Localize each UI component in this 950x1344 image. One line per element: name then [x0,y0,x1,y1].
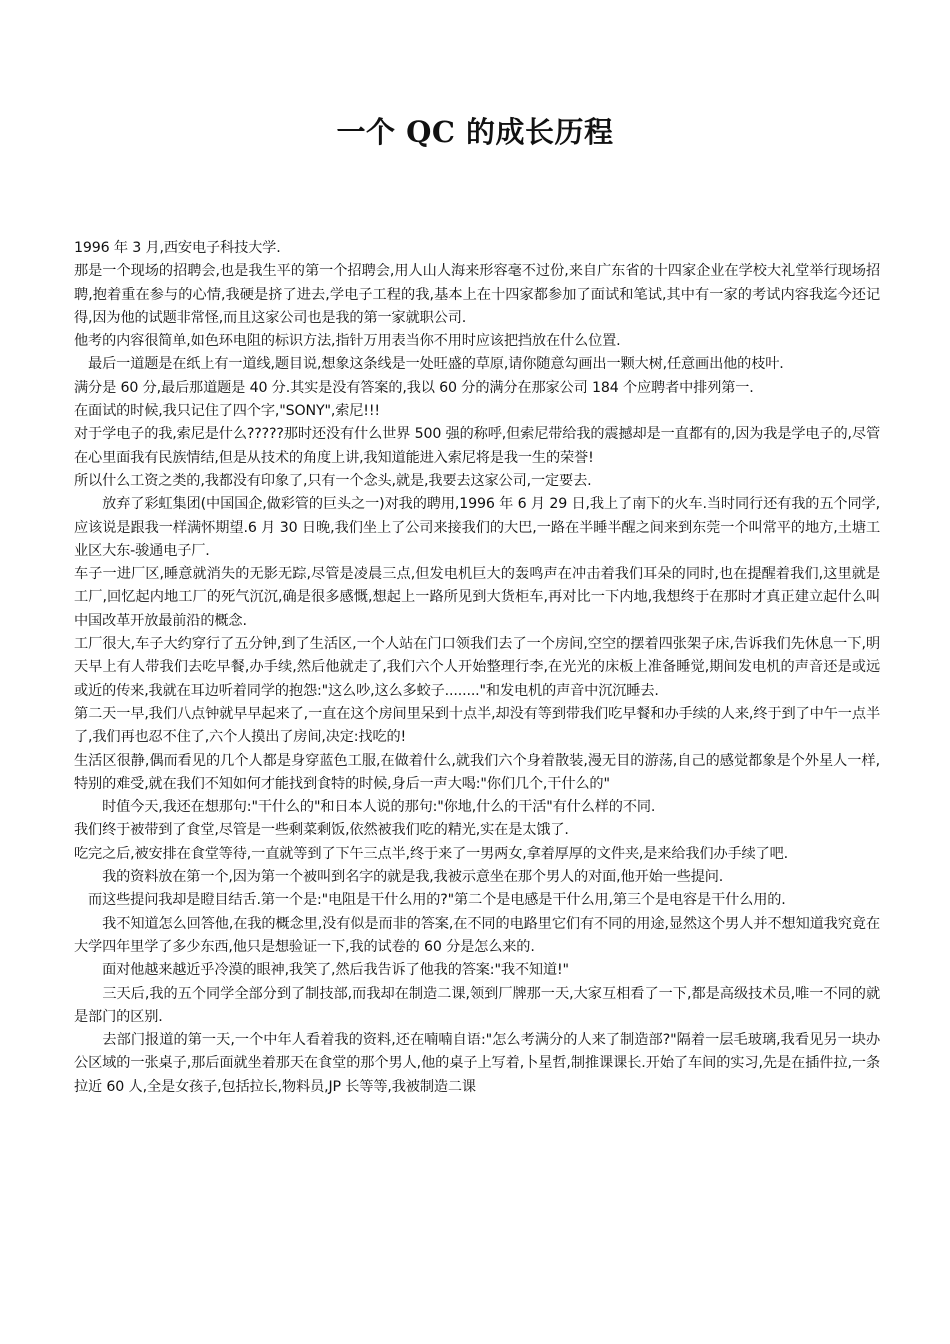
paragraph: 那是一个现场的招聘会,也是我生平的第一个招聘会,用人山人海来形容毫不过份,来自广东省的十四家企业在学校大礼堂举行现场招聘,抱着重在参与的心情,我硬是挤了进去,学电子工程的我,基本上在十四家都参加了面试和笔试,其中有一家的考试内容我迄今还记得,因为他的试题非常怪,而且这家公司也是我的第一家就职公司. [74,263,880,326]
paragraph: 车子一进厂区,睡意就消失的无影无踪,尽管是凌晨三点,但发电机巨大的轰鸣声在冲击着我们耳朵的同时,也在提醒着我们,这里就是工厂,回忆起内地工厂的死气沉沉,确是很多感慨,想起上一路所见到大货柜车,再对比一下内地,我想终于在那时才真正建立起什么叫中国改革开放最前沿的概念. [74,566,880,629]
paragraph: 1996 年 3 月,西安电子科技大学. [74,240,281,256]
paragraph: 对于学电子的我,索尼是什么?????那时还没有什么世界 500 强的称呼,但索尼带给我的震撼却是一直都有的,因为我是学电子的,尽管在心里面我有民族情结,但是从技术的角度上讲,我知道能进入索尼将是我一生的荣誉! [74,426,880,466]
paragraph: 三天后,我的五个同学全部分到了制技部,而我却在制造二课,领到厂牌那一天,大家互相看了一下,都是高级技术员,唯一不同的就是部门的区别. [74,985,880,1025]
document-title: 一个 QC 的成长历程 [336,115,614,149]
paragraph: 满分是 60 分,最后那道题是 40 分.其实是没有答案的,我以 60 分的满分在那家公司 184 个应聘者中排列第一. [74,379,754,396]
paragraph: 所以什么工资之类的,我都没有印象了,只有一个念头,就是,我要去这家公司,一定要去. [74,472,592,489]
paragraph: 他考的内容很简单,如色环电阻的标识方法,指针万用表当你不用时应该把挡放在什么位置. [74,333,621,350]
paragraph: 放弃了彩虹集团(中国国企,做彩管的巨头之一)对我的聘用,1996 年 6 月 29 日,我上了南下的火车.当时同行还有我的五个同学,应该说是跟我一样满怀期望.6 月 30 日晚,我们坐上了公司来接我们的大巴,一路在半睡半醒之间来到东莞一个叫常平的地方,土塘工业区大东-骏通电子厂. [74,496,880,559]
paragraph: 我的资料放在第一个,因为第一个被叫到名字的就是我,我被示意坐在那个男人的对面,他开始一些提问. [74,869,724,886]
paragraph: 第二天一早,我们八点钟就早早起来了,一直在这个房间里呆到十点半,却没有等到带我们吃早餐和办手续的人来,终于到了中午一点半了,我们再也忍不住了,六个人摸出了房间,决定:找吃的! [74,705,880,746]
paragraph: 吃完之后,被安排在食堂等待,一直就等到了下午三点半,终于来了一男两女,拿着厚厚的文件夹,是来给我们办手续了吧. [74,845,789,862]
document-body [74,237,880,1099]
paragraph: 去部门报道的第一天,一个中年人看着我的资料,还在喃喃自语:"怎么考满分的人来了制造部?"隔着一层毛玻璃,我看见另一块办公区域的一张桌子,那后面就坐着那天在食堂的那个男人,他的桌子上写着,卜星哲,制推课课长.开始了车间的实习,先是在插件拉,一条拉近 60 人,全是女孩子,包括拉长,物料员,JP 长等等,我被制造二课 [74,1032,880,1095]
paragraph: 生活区很静,偶而看见的几个人都是身穿蓝色工服,在做着什么,就我们六个身着散装,漫无目的游荡,自己的感觉都象是个外星人一样,特别的难受,就在我们不知如何才能找到食特的时候,身后一声大喝:"你们几个,干什么的" [74,752,880,792]
paragraph: 在面试的时候,我只记住了四个字,"SONY",索尼!!! [74,403,380,420]
paragraph: 我不知道怎么回答他,在我的概念里,没有似是而非的答案,在不同的电路里它们有不同的用途,显然这个男人并不想知道我究竟在大学四年里学了多少东西,他只是想验证一下,我的试卷的 60 分是怎么来的. [74,915,880,955]
paragraph: 最后一道题是在纸上有一道线,题目说,想象这条线是一处旺盛的草原,请你随意勾画出一颗大树,任意画出他的枝叶. [74,356,784,373]
paragraph: 面对他越来越近乎冷漠的眼神,我笑了,然后我告诉了他我的答案:"我不知道!" [74,962,569,979]
paragraph: 我们终于被带到了食堂,尽管是一些剩菜剩饭,依然被我们吃的精光,实在是太饿了. [74,822,569,839]
paragraph: 工厂很大,车子大约穿行了五分钟,到了生活区,一个人站在门口领我们去了一个房间,空空的摆着四张架子床,告诉我们先休息一下,明天早上有人带我们去吃早餐,办手续,然后他就走了,我们六个人开始整理行李,在光光的床板上准备睡觉,期间发电机的声音还是或远或近的传来,我就在耳边听着同学的抱怨:"这么吵,这么多蛟子........"和发电机的声音中沉沉睡去. [74,636,880,699]
paragraph: 而这些提问我却是瞪目结舌.第一个是:"电阻是干什么用的?"第二个是电感是干什么用,第三个是电容是干什么用的. [74,892,786,909]
paragraph: 时值今天,我还在想那句:"干什么的"和日本人说的那句:"你地,什么的干活"有什么样的不同. [74,799,656,816]
